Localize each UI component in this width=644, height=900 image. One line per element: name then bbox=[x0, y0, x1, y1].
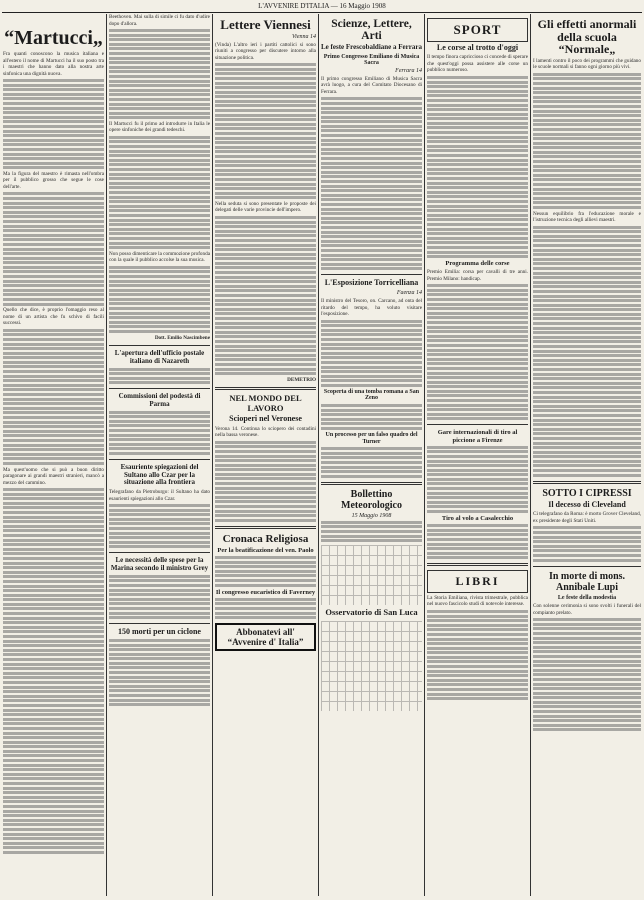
article-dateline: Faenza 14 bbox=[396, 290, 422, 297]
headline-commissione: Commissioni del podestà di Parma bbox=[118, 392, 201, 408]
column-2 bbox=[109, 14, 210, 896]
section-divider bbox=[321, 482, 422, 485]
article-body-lines bbox=[3, 192, 104, 305]
column-4 bbox=[321, 14, 422, 896]
article-body-lines bbox=[109, 504, 210, 548]
column-5 bbox=[427, 14, 528, 896]
article-body-lines bbox=[427, 610, 528, 700]
article-paragraph: Ci telegrafano da Roma: è morto Grover Cleveland, ex presidente degli Stati Uniti. bbox=[533, 511, 641, 524]
article-body-lines bbox=[3, 488, 104, 854]
article-body-lines bbox=[321, 404, 422, 430]
headline-morte-lupi: In morte di mons. Annibale Lupi bbox=[548, 570, 626, 593]
article-dateline: Vienna 14 bbox=[291, 33, 316, 40]
headline-funerali: Le feste della modestia bbox=[557, 594, 617, 601]
article-divider bbox=[533, 566, 641, 567]
article-paragraph: Il ministro del Tesoro, on. Carcano, ad onta del ritardo del tempo, ha voluto visitare l'esposizione. bbox=[321, 298, 422, 318]
article-paragraph: Nella seduta si sono presentate le proposte dei delegati delle varie provincie dell'impero. bbox=[215, 200, 316, 214]
article-paragraph: La Storia Emiliana, rivista trimestrale, pubblica nel nuovo fascicolo studi di notevole interesse. bbox=[427, 594, 528, 608]
article-paragraph: Il Martucci fu il primo ad introdurre in Italia le opere sinfoniche dei grandi tedeschi. bbox=[109, 120, 210, 134]
page-header: L'AVVENIRE D'ITALIA — 16 Maggio 1908 bbox=[258, 2, 386, 10]
article-body-lines bbox=[3, 79, 104, 169]
headline-scoperta-tomba: Scoperta di una tomba romana a San Zeno bbox=[323, 388, 420, 402]
column-divider bbox=[424, 14, 425, 896]
article-body-lines bbox=[109, 136, 210, 249]
article-paragraph: Nessun equilibrio fra l'educazione morale e l'istruzione tecnica degli allievi maestri. bbox=[533, 210, 641, 224]
article-body-lines bbox=[533, 526, 641, 561]
article-paragraph: Quello che dice, è proprio l'omaggio reso al nome di un artista che fu schivo di facili successi. bbox=[3, 307, 104, 327]
article-body-lines bbox=[533, 226, 641, 477]
observatory-chart bbox=[321, 621, 422, 711]
article-divider bbox=[109, 345, 210, 346]
weather-table bbox=[321, 545, 422, 605]
libri-masthead bbox=[427, 570, 528, 593]
section-divider bbox=[427, 563, 528, 566]
headline-beatificazione: Per la beatificazione del ven. Paolo bbox=[217, 546, 314, 554]
header-rule bbox=[2, 12, 642, 13]
article-paragraph: Con solenne cerimonia si sono svolti i funerali del compianto prelato. bbox=[533, 603, 641, 616]
column-divider bbox=[106, 14, 107, 896]
headline-spiegazioni: Esauriente spiegazioni del Sultano allo Czar per la situazione alla frontiera bbox=[120, 463, 199, 487]
headline-cronaca-religiosa: Cronaca Religiosa bbox=[222, 532, 309, 545]
article-body-lines bbox=[109, 411, 210, 455]
article-paragraph: Il primo congresso Emiliano di Musica Sacra avrà luogo, a cura del Comitato Diocesano di Ferrara. bbox=[321, 75, 422, 95]
article-body-lines bbox=[109, 266, 210, 333]
article-body-lines bbox=[215, 216, 316, 375]
article-body-lines bbox=[427, 524, 528, 559]
article-signature: Dott. Emilio Nascimbene bbox=[154, 334, 210, 341]
article-body-lines bbox=[321, 521, 422, 542]
article-body-lines bbox=[321, 447, 422, 478]
headline-corse-trotto: Le corse al trotto d'oggi bbox=[436, 42, 519, 52]
article-title-scuola-normale: Gli effetti anormali della scuola “Normale„ bbox=[537, 17, 637, 57]
article-body-lines bbox=[109, 639, 210, 706]
article-body-lines bbox=[533, 618, 641, 731]
headline-osservatorio: Osservatorio di San Luca bbox=[325, 607, 418, 618]
article-body-lines bbox=[109, 29, 210, 119]
section-divider bbox=[533, 481, 641, 484]
article-title-lettere-viennesi: Lettere Viennesi bbox=[220, 17, 311, 32]
sport-masthead bbox=[427, 18, 528, 42]
article-paragraph: Premio Emilia: corsa per cavalli di tre anni. Premio Milano: handicap. bbox=[427, 269, 528, 282]
section-title-scienze: Scienze, Lettere, Arti bbox=[331, 18, 412, 43]
article-paragraph: Beethoven. Mai sulla di simile ci fu dato d'udire dopo d'allora. bbox=[109, 14, 210, 27]
article-divider bbox=[321, 274, 422, 275]
headline-apertura: L'apertura dell'ufficio postale italiano di Nazareth bbox=[114, 349, 205, 365]
article-body-lines bbox=[427, 284, 528, 420]
article-body-lines bbox=[321, 320, 422, 387]
article-paragraph: (Vinda) L'altro ieri i partiti cattolici si sono riuniti a congresso per discutere intorno alla situazione politica. bbox=[215, 41, 316, 61]
article-body-lines bbox=[109, 368, 210, 385]
article-divider bbox=[109, 459, 210, 460]
article-signature: DEMETRIO bbox=[287, 376, 316, 383]
subscription-advert: Abbonatevi all' “Avvenire d' Italia” bbox=[215, 623, 316, 651]
column-3 bbox=[215, 14, 316, 896]
section-divider bbox=[215, 387, 316, 390]
article-divider bbox=[109, 552, 210, 553]
headline-esposizione: L'Esposizione Torricelliana bbox=[324, 278, 419, 288]
section-title-libri: LIBRI bbox=[455, 574, 500, 589]
headline-ciclone: 150 morti per un ciclone bbox=[118, 627, 201, 637]
headline-scioperi: Scioperi nel Veronese bbox=[229, 413, 302, 423]
headline-programma: Programma delle corse bbox=[445, 260, 510, 268]
article-body-lines bbox=[427, 446, 528, 513]
column-divider bbox=[530, 14, 531, 896]
headline-processo-turner: Un processo per un falso quadro del Turner bbox=[325, 432, 418, 445]
headline-subtitle: Primo Congresso Emiliano di Musica Sacra bbox=[323, 53, 420, 66]
article-body-lines bbox=[215, 441, 316, 522]
headline-feste-frescobaldiane: Le feste Frescobaldiane a Ferrara bbox=[321, 43, 422, 52]
column-divider bbox=[318, 14, 319, 896]
article-body-lines bbox=[215, 556, 316, 587]
headline-tiro-volo: Tiro al volo a Casalecchio bbox=[441, 515, 514, 523]
column-divider bbox=[212, 14, 213, 896]
article-body-lines bbox=[3, 329, 104, 465]
article-paragraph: Ma quest'uomo che si può a buon diritto paragonare ai grandi maestri stranieri, mancò a mezzo del cammino. bbox=[3, 466, 104, 486]
headline-faverney: Il congresso eucaristico di Faverney bbox=[215, 588, 316, 596]
bollettino-date: 15 Maggio 1908 bbox=[351, 512, 392, 519]
article-body-lines bbox=[427, 76, 528, 258]
headline-marina: Le necessità delle spese per la Marina secondo il ministro Grey bbox=[110, 556, 209, 573]
article-paragraph: Il tempo finora capriccioso ci concede di sperare che quest'oggi possa assistere alle corse un pubblico numeroso. bbox=[427, 54, 528, 74]
article-divider bbox=[109, 388, 210, 389]
headline-gare-tiro: Gare internazionali di tiro al piccione a Firenze bbox=[437, 429, 518, 444]
article-divider bbox=[109, 623, 210, 624]
section-divider bbox=[215, 526, 316, 529]
article-dateline: Ferrara 14 bbox=[395, 67, 422, 74]
article-divider bbox=[427, 424, 528, 425]
article-body-lines bbox=[109, 575, 210, 619]
headline-bollettino: Bollettino Meteorologico bbox=[341, 488, 402, 511]
column-6 bbox=[533, 14, 641, 896]
article-body-lines bbox=[215, 63, 316, 199]
headline-mondo-lavoro: NEL MONDO DEL LAVORO bbox=[229, 393, 302, 413]
headline-sotto-i-cipressi: SOTTO I CIPRESSI bbox=[542, 487, 632, 499]
headline-decesso-cleveland: Il decesso di Cleveland bbox=[548, 499, 626, 509]
section-title-sport: SPORT bbox=[453, 22, 502, 37]
article-paragraph: Telegrafano da Pietroburgo: il Sultano ha dato esaurienti spiegazioni allo Czar. bbox=[109, 489, 210, 502]
article-paragraph: Non posso dimenticare la commozione profonda con la quale il pubblico accolse la sua musica. bbox=[109, 250, 210, 264]
column-1 bbox=[3, 14, 104, 896]
article-paragraph: Ma la figura del maestro è rimasta nell'ombra per il pubblico grosso che segue le cose dell'arte. bbox=[3, 170, 104, 190]
article-body-lines bbox=[533, 73, 641, 209]
article-lead: Fra quanti conoscono la musica italiana e all'estero il nome di Martucci ha il suo posto tra i maestri che hanno dato alla nostra arte sinfonica una dignità nuova. bbox=[3, 51, 104, 77]
article-body-lines bbox=[215, 598, 316, 619]
article-title-martucci: “Martucci„ bbox=[4, 27, 103, 49]
article-paragraph: Verona 14. Continua lo sciopero dei contadini nella bassa veronese. bbox=[215, 425, 316, 439]
article-paragraph: I lamenti contro il poco dei programmi che guidano le scuole normali si fanno ogni giorno più vivi. bbox=[533, 57, 641, 71]
article-body-lines bbox=[321, 97, 422, 270]
